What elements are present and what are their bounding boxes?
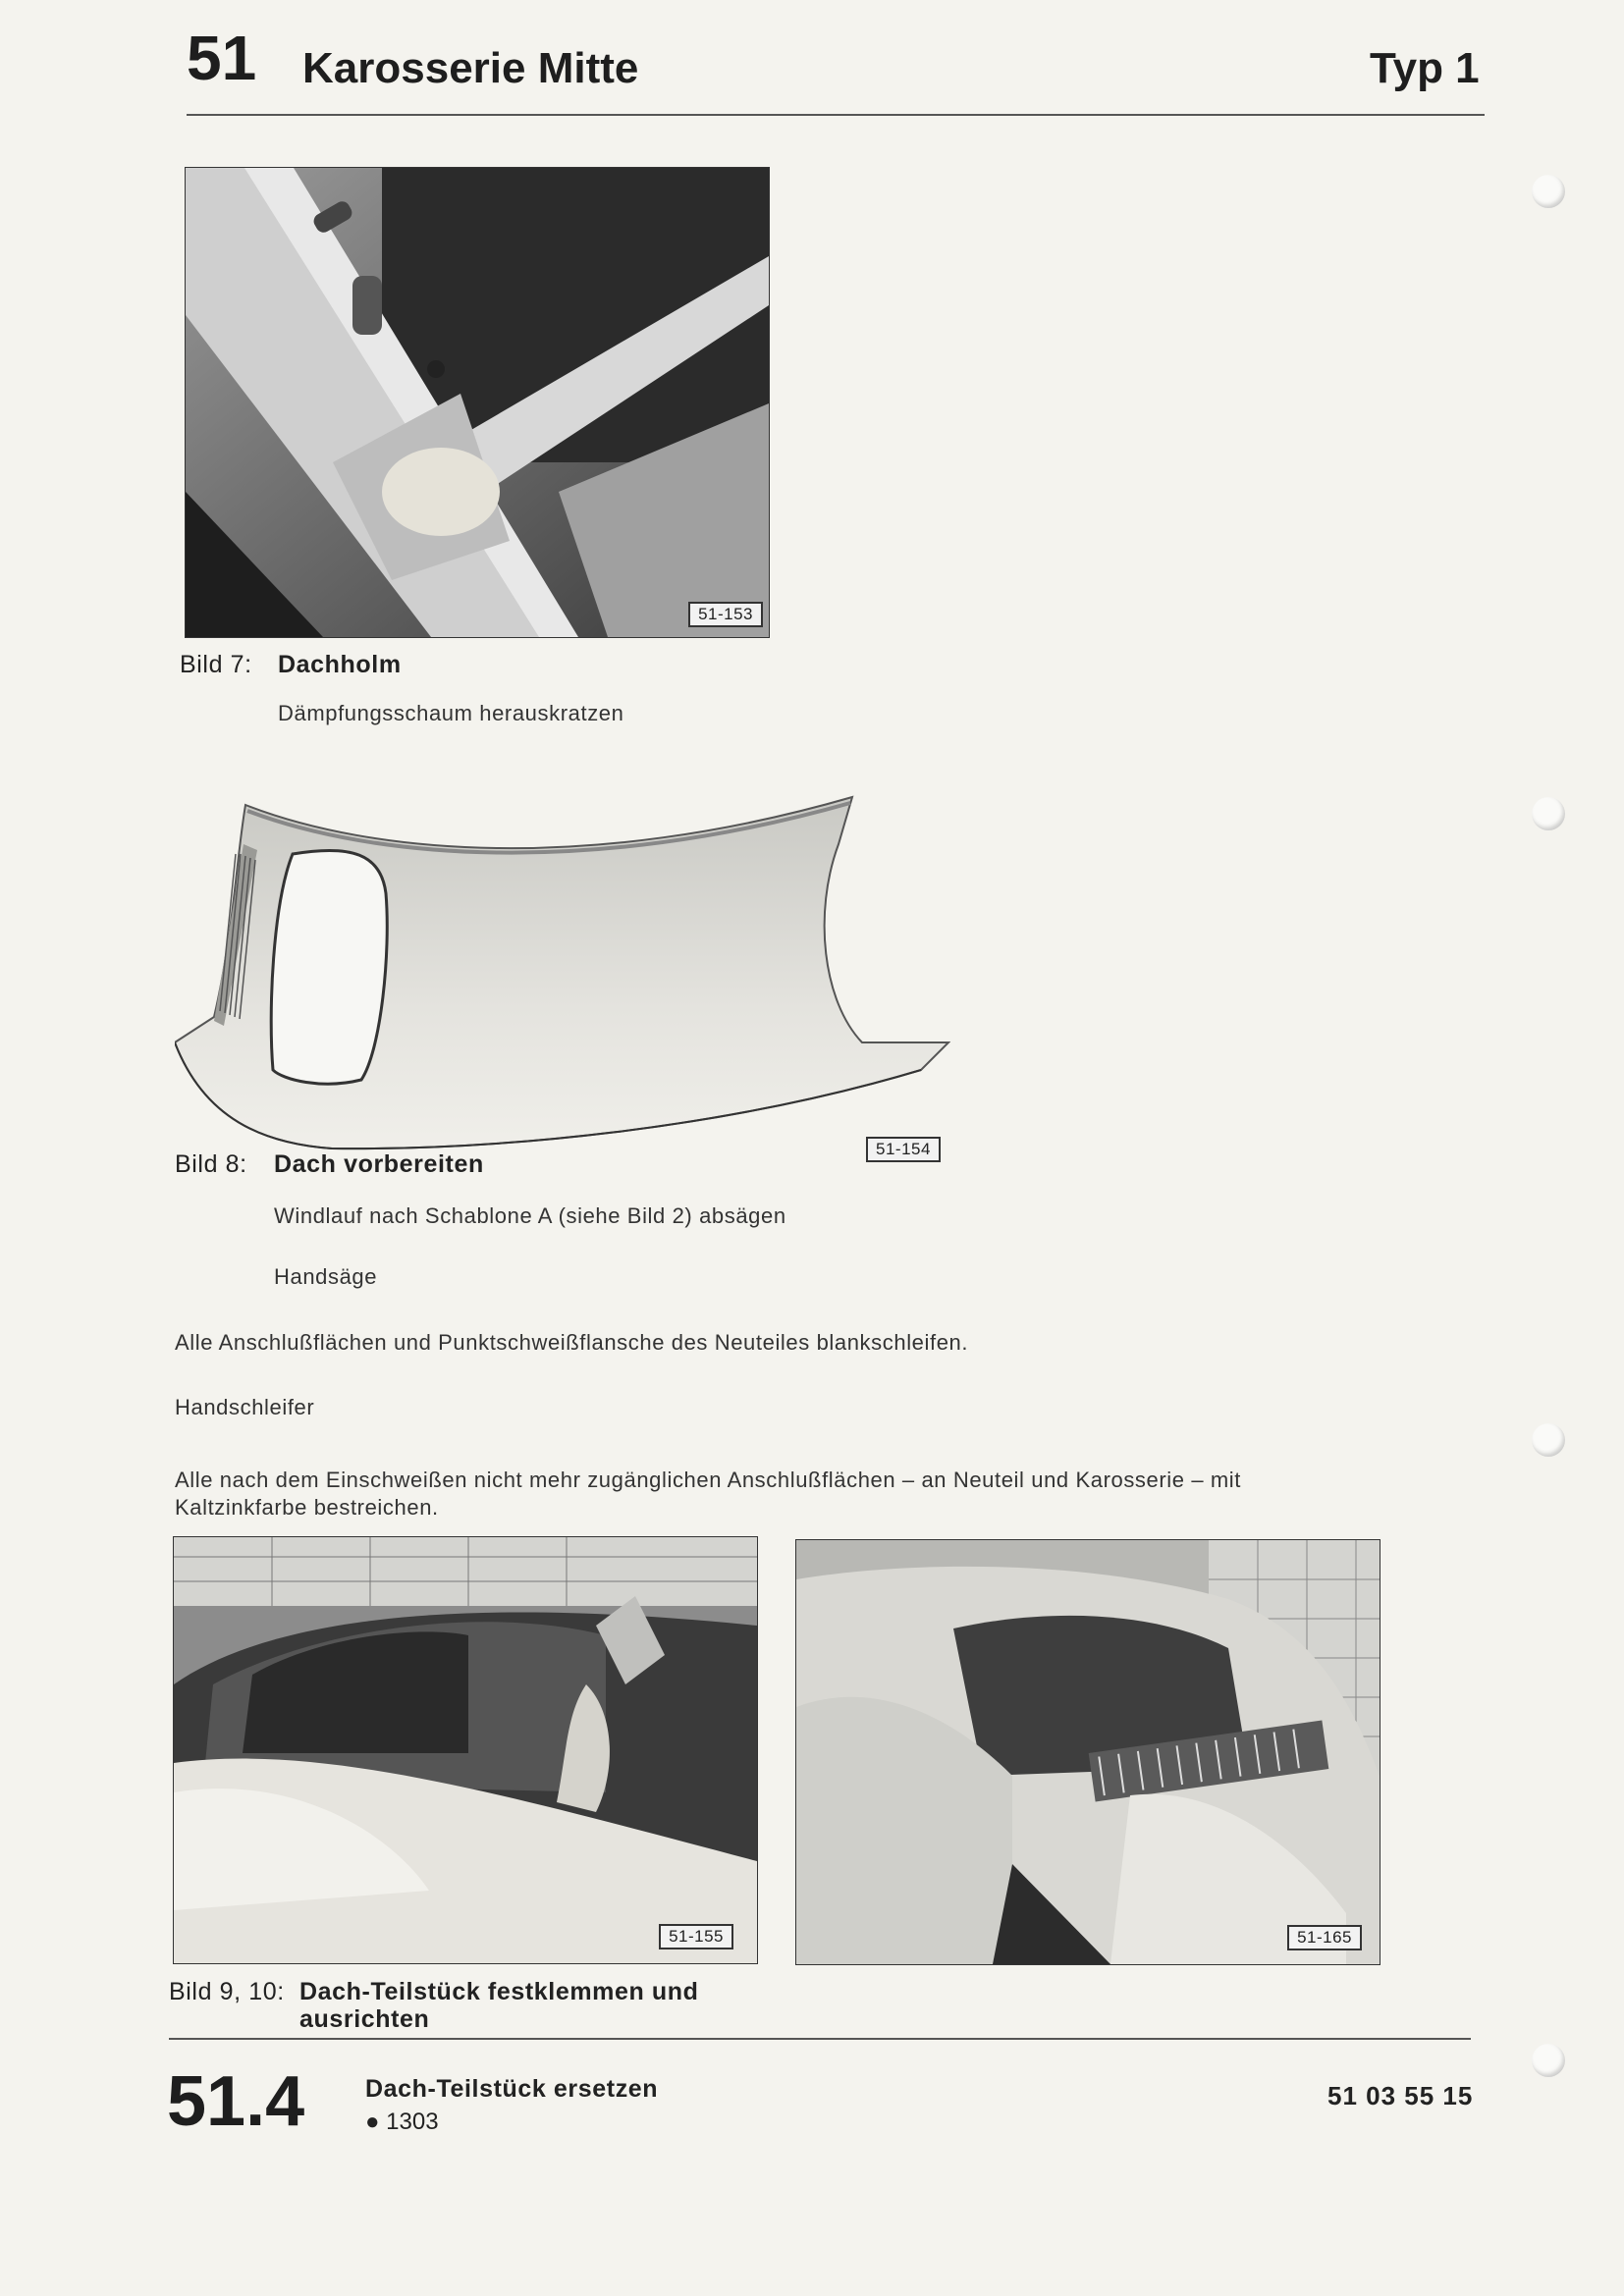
footer-title: Dach-Teilstück ersetzen: [365, 2075, 659, 2103]
photo-roof-panel: [175, 785, 950, 1158]
figure-code: 51-154: [866, 1137, 941, 1162]
photo-roof-pillar: [185, 167, 770, 638]
page-number: 51.4: [167, 2062, 305, 2141]
figure-code: 51-155: [659, 1924, 733, 1949]
section-title: Karosserie Mitte: [302, 44, 639, 92]
caption-text: Windlauf nach Schablone A (siehe Bild 2) absägen: [274, 1203, 786, 1228]
instruction-paragraph: Alle Anschlußflächen und Punktschweißflansche des Neuteiles blankschleifen.: [175, 1330, 969, 1355]
punch-hole: [1532, 1423, 1565, 1457]
type-label: Typ 1: [1370, 44, 1480, 92]
caption-title: Dach-Teilstück festklemmen und: [299, 1978, 699, 2005]
footer-rule: [169, 2038, 1471, 2040]
punch-hole: [1532, 175, 1565, 208]
footer-model: ● 1303: [365, 2109, 439, 2135]
section-number: 51: [187, 23, 257, 93]
photo-clamping-rear: [795, 1539, 1380, 1965]
caption-label: Bild 7:: [180, 651, 252, 678]
caption-label: Bild 8:: [175, 1150, 247, 1178]
tool-label: Handsäge: [274, 1264, 378, 1289]
caption-title: ausrichten: [299, 2005, 430, 2033]
caption-text: Dämpfungsschaum herauskratzen: [278, 701, 624, 725]
caption-label: Bild 9, 10:: [169, 1978, 285, 2005]
caption-title: Dach vorbereiten: [274, 1150, 484, 1178]
figure-code: 51-153: [688, 602, 763, 627]
header-rule: [187, 114, 1485, 116]
tool-label: Handschleifer: [175, 1395, 315, 1419]
caption-title: Dachholm: [278, 651, 402, 678]
photo-clamping-side: [173, 1536, 758, 1964]
punch-hole: [1532, 797, 1565, 830]
instruction-paragraph: Alle nach dem Einschweißen nicht mehr zugänglichen Anschlußflächen – an Neuteil und Karosserie – mit: [175, 1468, 1242, 1492]
instruction-paragraph: Kaltzinkfarbe bestreichen.: [175, 1495, 439, 1520]
document-code: 51 03 55 15: [1327, 2081, 1474, 2110]
figure-code: 51-165: [1287, 1925, 1362, 1950]
punch-hole: [1532, 2044, 1565, 2077]
